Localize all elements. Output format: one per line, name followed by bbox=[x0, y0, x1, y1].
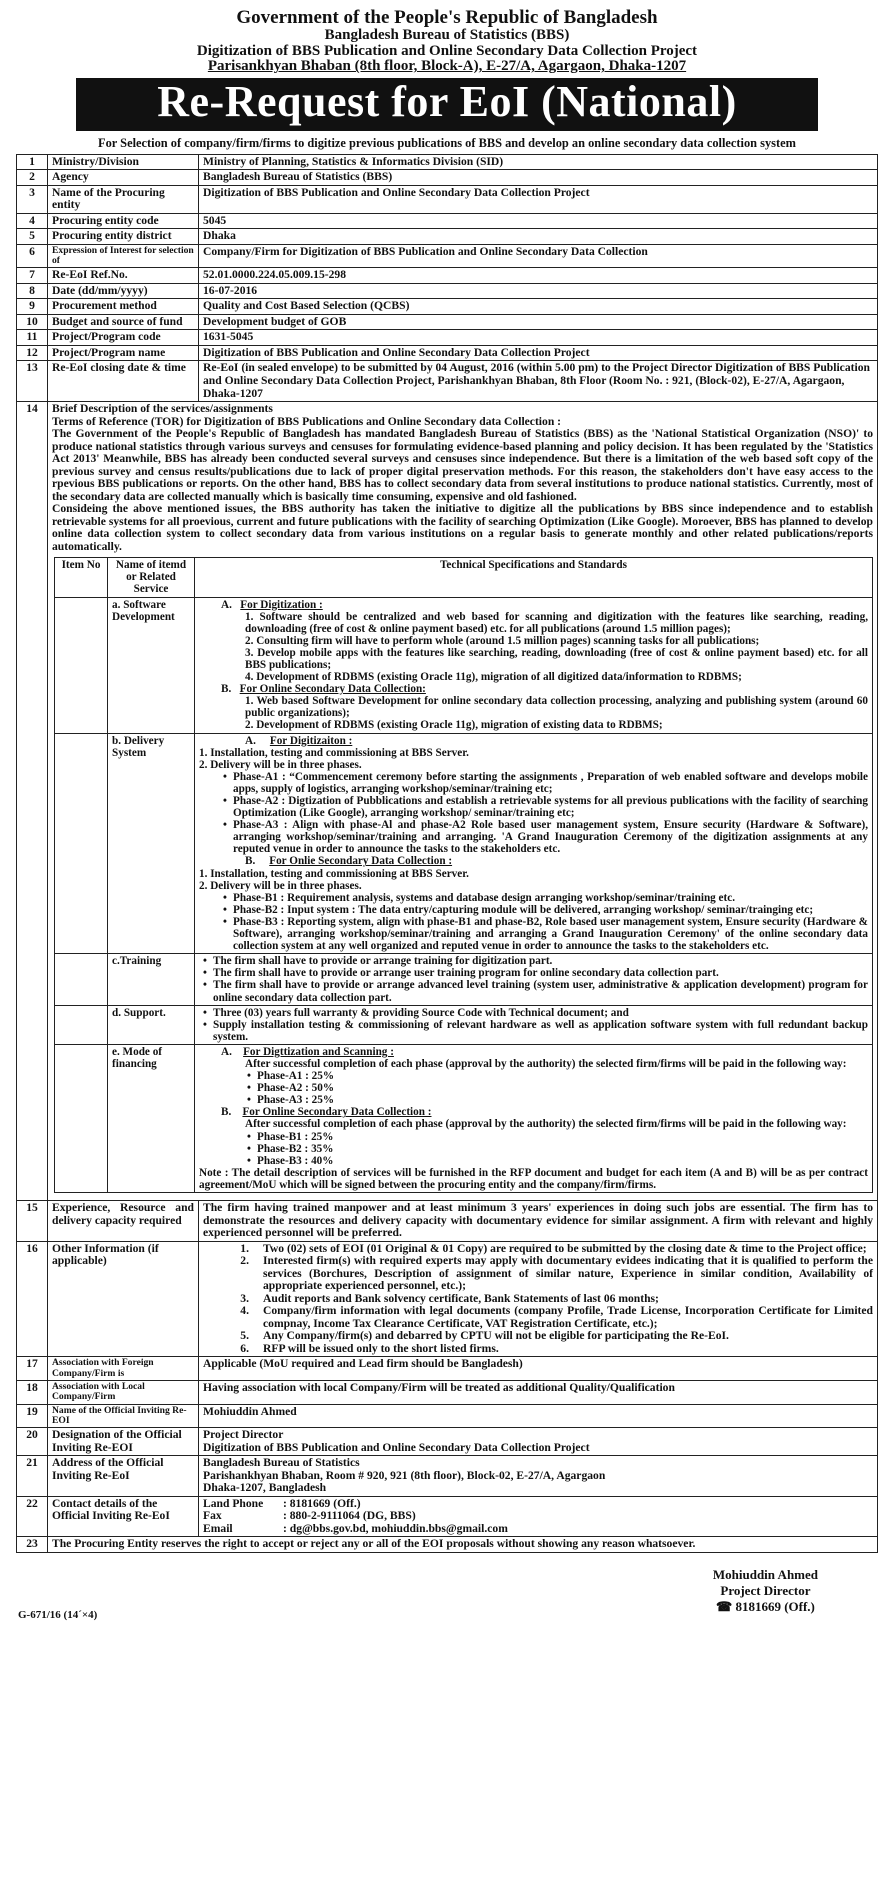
table-row-21: 21 Address of the Official Inviting Re-EoI Bangladesh Bureau of Statistics Parishankhyan Bhaban, Room # 920, 921 (8th floor), Block-02, E-27/A, Agargaon Dhaka-1207, Bangladesh bbox=[17, 1456, 878, 1497]
table-row-15: 15 Experience, Resource and delivery capacity required The firm having trained manpower and at least minimum 3 years' experiences in doing such jobs are essential. The firm has to demonstrate the resources and delivery capacity with documentary evidence for similar assignment. A firm with relevant and highly experienced personnel will be preferred. bbox=[17, 1201, 878, 1242]
list-item: • Phase-A2 : 50% bbox=[257, 1082, 868, 1094]
row-label: Ministry/Division bbox=[48, 154, 199, 170]
delivery-a-steps bbox=[199, 747, 868, 771]
delivery-b-phases bbox=[199, 892, 868, 952]
section-title: For Digitization : bbox=[240, 598, 323, 611]
row-label: Other Information (if applicable) bbox=[48, 1241, 199, 1357]
section-title: For Onlie Secondary Data Collection : bbox=[269, 855, 453, 868]
list-item: 1. Installation, testing and commissioning at BBS Server. bbox=[199, 867, 469, 880]
section-title: For Digttization and Scanning : bbox=[243, 1045, 394, 1058]
financing-note: Note : The detail description of services will be furnished in the RFP document and budget for each item (A and B) will be as per contract agreement/MoU which will be signed between the procuring entity and the company/firm/firms. bbox=[199, 1166, 868, 1191]
section-title: For Digitizaiton : bbox=[269, 734, 353, 747]
table-row-14 bbox=[17, 402, 878, 1201]
row-label: Name of the Official Inviting Re-EOI bbox=[48, 1404, 199, 1428]
table-row-20: 20 Designation of the Official Inviting Re-EOI Project Director Digitization of BBS Publication and Online Secondary Data Collection Project bbox=[17, 1428, 878, 1456]
item-text: Interested firm(s) with required experts may apply with documentary evidees indicating that it is qualified to perform the services (Borchures, Description of assignment of similar nature, Experience in similar condition, Availability of appropriate experienced personnel, etc.); bbox=[263, 1254, 873, 1293]
row-value: The firm having trained manpower and at least minimum 3 years' experiences in doing such jobs are essential. The firm has to demonstrate the resources and delivery capacity with documentary evidence for similar assignment. A firm with relevant and highly experienced personnel will be preferred. bbox=[199, 1201, 878, 1242]
list-item: • Phase-B3 : Reporting system, align with phase-B1 and phase-B2, Role based user management system, Ensure security (Hardware & Software), arranging workshop/seminar/training and arranging a Grand Inauguration Ceremony' of the online secondary data collection system at any well organized and reputed venue in order to announce the tasks to the stakeholders etc. bbox=[233, 916, 868, 952]
delivery-a-phases bbox=[199, 771, 868, 856]
item-name: a. Software Development bbox=[108, 597, 195, 733]
list-item: 2. Delivery will be in three phases. bbox=[199, 758, 362, 771]
row-number: 8 bbox=[17, 283, 48, 299]
table-row bbox=[17, 244, 878, 268]
row-value: Digitization of BBS Publication and Online Secondary Data Collection Project bbox=[199, 345, 878, 361]
contact-label: Fax bbox=[203, 1509, 222, 1523]
list-item bbox=[203, 1305, 873, 1330]
telephone-icon: ☎ bbox=[715, 1599, 733, 1615]
payment-a-list bbox=[199, 1070, 868, 1106]
row-number: 10 bbox=[17, 314, 48, 330]
payment-b-list bbox=[199, 1131, 868, 1167]
row-number: 6 bbox=[17, 244, 48, 268]
contact-row bbox=[203, 1523, 512, 1536]
tor-title: Terms of Reference (TOR) for Digitization of BBS Publications and Online Secondary data Collection : bbox=[52, 414, 562, 428]
table-row bbox=[17, 1404, 878, 1428]
signatory-title: Project Director bbox=[720, 1583, 811, 1599]
eoi-table bbox=[16, 154, 878, 1553]
subtitle: For Selection of company/firm/firms to digitize previous publications of BBS and develop an online secondary data collection system bbox=[98, 135, 796, 150]
list-item bbox=[203, 1255, 873, 1293]
software-a-list bbox=[199, 611, 868, 684]
payment-text: After successful completion of each phase (approval by the authority) the selected firm/firms will be paid in the following way: bbox=[245, 1118, 847, 1131]
tor-para1: The Government of the People's Republic of Bangladesh has mandated Bangladesh Bureau of Statistics (BBS) as the 'National Statistical Organization (NSO)' to produce national statistics through various surveys and censuses for formulating evidence-based planning and policy decision. It has been regulated by the 'Statistics Act 2013' Meanwhile, BBS has already been conducted several surveys and censuses since independence. But there is a limitation of the web based soft copy of the previous survey and census results/publications due to lack of proper digital preservation methods. For this reason, the stakeholders don't have easy access to the rpevious BBS publications or reports. On the other hand, BBS has to collect secondary data from several institutions to produce national statistics. Currently, most of the secondary data are collected manually which is basically time consuming, expensive and old fashioned. bbox=[52, 427, 873, 503]
footer bbox=[16, 1553, 878, 1623]
table-row bbox=[17, 229, 878, 245]
row-value: Having association with local Company/Firm will be treated as additional Quality/Qualification bbox=[199, 1380, 878, 1404]
contact-value: : 880-2-9111064 (DG, BBS) bbox=[283, 1509, 416, 1523]
row-number: 13 bbox=[17, 361, 48, 402]
item-name: e. Mode of financing bbox=[108, 1044, 195, 1192]
row-value: Digitization of BBS Publication and Online Secondary Data Collection Project bbox=[199, 185, 878, 213]
list-item: • Phase-A3 : Align with phase-Al and phase-A2 Role based user management system, Ensure security (Hardware & Software), arranging workshop/seminar/training and arranging. 'A Grand Inauguration Ceremony of the digitization assignments at any reputed venue in order to announce the tasks to the stakeholders etc. bbox=[233, 819, 868, 855]
row-value: Dhaka bbox=[199, 229, 878, 245]
banner-title: Re-Request for EoI (National) bbox=[76, 78, 818, 130]
list-item: 2. Development of RDBMS (existing Oracle 11g), migration of existing data to RDBMS; bbox=[245, 719, 663, 732]
table-row-23: 23 The Procuring Entity reserves the right to accept or reject any or all of the EOI proposals without showing any reason whatsoever. bbox=[17, 1537, 878, 1553]
row-value: The Procuring Entity reserves the right to accept or reject any or all of the EOI proposals without showing any reason whatsoever. bbox=[48, 1537, 878, 1553]
spec-row-financing: e. Mode of financing A. For Digttization and Scanning : After successful completion of each phase (approval by the authority) the selected firm/firms will be paid in the following way: • Phase-A1 : 25% • Phase-A2 : 50% • Phase-A3 : 25% B. For Online Secondary Data Collection : After successful completion of each phase (approval by the authority) the selected firm/firms will be paid in the following way: • Phase-B1 : 25% • Phase-B2 : 35% • Phase-B3 : 40% Note : The detail description of services will be furnished in the RFP document and budget for each item (A and B) will be as per contract agreement/MoU which will be signed between the procuring entity and the company/firm/firms. bbox=[55, 1044, 873, 1192]
list-item: 4. Development of RDBMS (existing Oracle 11g), migration of all digitized data/information to RDBMS; bbox=[245, 671, 742, 684]
list-item: • The firm shall have to provide or arrange advanced level training (system user, administrative & application development) program for online secondary data collection part. bbox=[213, 979, 868, 1003]
table-row bbox=[17, 283, 878, 299]
row-value: 5045 bbox=[199, 213, 878, 229]
header-line4: Parisankhyan Bhaban (8th floor, Block-A), E-27/A, Agargaon, Dhaka-1207 bbox=[207, 58, 687, 75]
software-b-list bbox=[199, 695, 868, 731]
col-name: Name of itemd or Related Service bbox=[108, 558, 195, 597]
list-item: • Phase-B2 : Input system : The data entry/capturing module will be delivered, arranging workshop/ seminar/trainging etc; bbox=[233, 904, 868, 916]
row-label: Agency bbox=[48, 170, 199, 186]
row-label: Association with Local Company/Firm bbox=[48, 1380, 199, 1404]
row-label: Budget and source of fund bbox=[48, 314, 199, 330]
row-number: 2 bbox=[17, 170, 48, 186]
row-value: Ministry of Planning, Statistics & Informatics Division (SID) bbox=[199, 154, 878, 170]
other-info-list bbox=[199, 1241, 878, 1357]
row-label: Date (dd/mm/yyyy) bbox=[48, 283, 199, 299]
row-value: 16-07-2016 bbox=[199, 283, 878, 299]
signature-block bbox=[713, 1567, 818, 1616]
row-label: Address of the Official Inviting Re-EoI bbox=[48, 1456, 199, 1497]
spec-row-training bbox=[55, 954, 873, 1005]
item-number: 6. bbox=[240, 1341, 249, 1355]
row-label: Designation of the Official Inviting Re-EOI bbox=[48, 1428, 199, 1456]
list-item: 3. Develop mobile apps with the features like searching, reading, downloading (free of cost & online payment based) etc. for all BBS publications; bbox=[245, 646, 868, 671]
col-spec: Technical Specifications and Standards bbox=[195, 558, 873, 597]
row-value: Company/Firm for Digitization of BBS Publication and Online Secondary Data Collection bbox=[199, 244, 878, 268]
training-list bbox=[199, 955, 868, 1003]
spec-row-support bbox=[55, 1005, 873, 1044]
row-number: 18 bbox=[17, 1380, 48, 1404]
table-row bbox=[17, 1380, 878, 1404]
row-label: Project/Program code bbox=[48, 330, 199, 346]
list-item: 1. Web based Software Development for online secondary data collection processing, analyzing and publishing system (around 60 public organizations); bbox=[245, 695, 868, 720]
list-item: • The firm shall have to provide or arrange training for digitization part. bbox=[213, 955, 868, 967]
row-label: Name of the Procuring entity bbox=[48, 185, 199, 213]
row-number: 14 bbox=[17, 402, 48, 1201]
contact-value: : dg@bbs.gov.bd, mohiuddin.bbs@gmail.com bbox=[283, 1521, 508, 1535]
row-number: 9 bbox=[17, 299, 48, 315]
section-title: For Online Secondary Data Collection: bbox=[239, 683, 426, 696]
row-value: Quality and Cost Based Selection (QCBS) bbox=[199, 299, 878, 315]
item-name: c.Training bbox=[108, 954, 195, 1005]
list-item: • Phase-A1 : “Commencement ceremony before starting the assignments , Preparation of web enabled software and develops mobile apps, supply of logistics, arranging workshop/seminar/training etc; bbox=[233, 771, 868, 795]
table-row bbox=[17, 314, 878, 330]
table-row bbox=[17, 154, 878, 170]
row-label: Experience, Resource and delivery capacity required bbox=[48, 1201, 199, 1242]
services-heading: Brief Description of the services/assignments bbox=[52, 402, 273, 416]
list-item: • Phase-B1 : Requirement analysis, systems and database design arranging workshop/seminar/training etc. bbox=[233, 892, 868, 904]
contact-list bbox=[203, 1498, 512, 1536]
delivery-b-steps bbox=[199, 868, 868, 892]
contact-label: Email bbox=[203, 1521, 233, 1535]
tor-para2: Consideing the above mentioned issues, the BBS authority has taken the initiative to digitize all the publications by BBS since independence and to establish retrievable systems for all proevious, current and future publications with the facility of searching Optimization (Like Google). Moroever, BBS has planned to develop online data collection system to collect secondary data from various institutions on a regular basis to generate monthly and other related publications/reports automatically. bbox=[52, 502, 873, 553]
row-value: 52.01.0000.224.05.009.15-298 bbox=[199, 268, 878, 284]
row-label: Re-EoI Ref.No. bbox=[48, 268, 199, 284]
item-text: Two (02) sets of EOI (01 Original & 01 Copy) are required to be submitted by the closing date & time to the Project office; bbox=[263, 1241, 867, 1255]
table-row bbox=[17, 299, 878, 315]
row-value: Mohiuddin Ahmed bbox=[199, 1404, 878, 1428]
list-item: • Phase-A3 : 25% bbox=[257, 1094, 868, 1106]
row-label: Association with Foreign Company/Firm is bbox=[48, 1357, 199, 1381]
item-number: 2. bbox=[240, 1254, 249, 1268]
list-item: • Phase-A2 : Digtization of Pubblications and establish a retrievable systems for all previous publications with the facility of searching Optimization (Like Google), arranging workshop/ seminar/training etc; bbox=[233, 795, 868, 819]
row-number: 12 bbox=[17, 345, 48, 361]
row-number: 19 bbox=[17, 1404, 48, 1428]
table-row bbox=[17, 1357, 878, 1381]
section-title: For Online Secondary Data Collection : bbox=[242, 1106, 432, 1119]
table-row bbox=[17, 361, 878, 402]
list-item: • Three (03) years full warranty & providing Source Code with Technical document; and bbox=[213, 1007, 868, 1019]
row-number: 4 bbox=[17, 213, 48, 229]
row-number: 7 bbox=[17, 268, 48, 284]
row-label: Contact details of the Official Inviting Re-EoI bbox=[48, 1496, 199, 1537]
list-item: • Phase-B1 : 25% bbox=[257, 1131, 868, 1143]
ad-code: G-671/16 (14´×4) bbox=[18, 1608, 98, 1621]
list-item bbox=[203, 1343, 873, 1356]
row-label: Procuring entity code bbox=[48, 213, 199, 229]
row-value: Development budget of GOB bbox=[199, 314, 878, 330]
item-text: RFP will be issued only to the short listed firms. bbox=[263, 1341, 499, 1355]
header-line2: Bangladesh Bureau of Statistics (BBS) bbox=[324, 26, 570, 43]
list-item bbox=[203, 1330, 873, 1343]
list-item: • Phase-B3 : 40% bbox=[257, 1155, 868, 1167]
item-name: d. Support. bbox=[108, 1005, 195, 1044]
list-item: 2. Delivery will be in three phases. bbox=[199, 879, 362, 892]
row-number: 3 bbox=[17, 185, 48, 213]
item-number: 1. bbox=[240, 1241, 249, 1255]
list-item: • Phase-A1 : 25% bbox=[257, 1070, 868, 1082]
list-item: 1. Installation, testing and commissioning at BBS Server. bbox=[199, 746, 469, 759]
spec-row-delivery: b. Delivery System A. For Digitizaiton : 1. Installation, testing and commissioning at BBS Server. 2. Delivery will be in three phases. • Phase-A1 : “Commencement ceremony before starting the assignments , Preparation of web enabled software and develops mobile apps, supply of logistics, arranging workshop/seminar/training etc; • Phase-A2 : Digtization of Pubblications and establish a retrievable systems for all previous publications with the facility of searching Optimization (Like Google), arranging workshop/ seminar/training etc; • Phase-A3 : Align with phase-Al and phase-A2 Role based user management system, Ensure security (Hardware & Software), arranging workshop/seminar/training and arranging. 'A Grand Inauguration Ceremony of the digitization assignments at any reputed venue in order to announce the tasks to the stakeholders etc. B. For Onlie Secondary Data Collection : 1. Installation, testing and commissioning at BBS Server. 2. Delivery will be in three phases. • Phase-B1 : Requirement analysis, systems and database design arranging workshop/seminar/training etc. • Phase-B2 : Input system : The data entry/capturing module will be delivered, arranging workshop/ seminar/trainging etc; • Phase-B3 : Reporting system, align with phase-B1 and phase-B2, Role based user management system, Ensure security (Hardware & Software), arranging workshop/seminar/training and arranging a Grand Inauguration Ceremony' of the online secondary data collection system at any well organized and reputed venue in order to announce the tasks to the stakeholders etc. bbox=[55, 733, 873, 954]
header-line3: Digitization of BBS Publication and Online Secondary Data Collection Project bbox=[196, 42, 698, 59]
item-name: b. Delivery System bbox=[108, 733, 195, 954]
item-number: 4. bbox=[240, 1304, 249, 1318]
col-item-no: Item No bbox=[55, 558, 108, 597]
header-line1: Government of the People's Republic of Bangladesh bbox=[236, 7, 658, 28]
item-number: 3. bbox=[240, 1291, 249, 1305]
row-label: Procurement method bbox=[48, 299, 199, 315]
list-item: • The firm shall have to provide or arrange user training program for online secondary data collection part. bbox=[213, 967, 868, 979]
row-value: Applicable (MoU required and Lead firm should be Bangladesh) bbox=[199, 1357, 878, 1381]
item-text: Audit reports and Bank solvency certificate, Bank Statements of last 06 months; bbox=[263, 1291, 659, 1305]
item-text: Company/firm information with legal documents (company Profile, Trade License, Incorporation Certificate for Limited compnay, Income Tax Clearance Certificate, VAT Registration Certificate, etc.); bbox=[263, 1304, 873, 1330]
table-row bbox=[17, 213, 878, 229]
signatory-phone: 8181669 (Off.) bbox=[735, 1599, 815, 1615]
row-number: 1 bbox=[17, 154, 48, 170]
list-item: • Phase-B2 : 35% bbox=[257, 1143, 868, 1155]
list-item: 2. Consulting firm will have to perform whole (around 1.5 million pages) scanning tasks for all publications; bbox=[245, 634, 760, 647]
row-value: 1631-5045 bbox=[199, 330, 878, 346]
table-row bbox=[17, 170, 878, 186]
spec-table bbox=[54, 557, 873, 1193]
table-row bbox=[17, 330, 878, 346]
row-label: Procuring entity district bbox=[48, 229, 199, 245]
row-label: Expression of Interest for selection of bbox=[48, 244, 199, 268]
list-item: 1. Software should be centralized and web based for scanning and digitization with the features like searching, reading, downloading (free of cost & online payment based) etc. for all publications (around 1.5 million pages); bbox=[245, 610, 868, 635]
table-row bbox=[17, 185, 878, 213]
row-number: 17 bbox=[17, 1357, 48, 1381]
list-item: • Supply installation testing & commissioning of relevant hardware as well as application software system with full redundant backup system. bbox=[213, 1019, 868, 1043]
row-label: Re-EoI closing date & time bbox=[48, 361, 199, 402]
row-value: Re-EoI (in sealed envelope) to be submitted by 04 August, 2016 (within 5.00 pm) to the Project Director Digitization of BBS Publication and Online Secondary Data Collection Project, Parishankhyan Bhaban, 8th Floor (Room No. : 921, (Block-02), E-27/A, Agargaon, Dhaka-1207 bbox=[199, 361, 878, 402]
row-value: Bangladesh Bureau of Statistics (BBS) bbox=[199, 170, 878, 186]
contact-value: : 8181669 (Off.) bbox=[283, 1496, 361, 1510]
table-row-16: 16 Other Information (if applicable) 1. Two (02) sets of EOI (01 Original & 01 Copy) are required to be submitted by the closing date & time to the Project office; 2. Interested firm(s) with required experts may apply with documentary evidees indicating that it is qualified to perform the services (Borchures, Description of assignment of similar nature, Experience in similar condition, Availability of appropriate experienced personnel, etc.); 3. Audit reports and Bank solvency certificate, Bank Statements of last 06 months; 4. Company/firm information with legal documents (company Profile, Trade License, Incorporation Certificate for Limited compnay, Income Tax Clearance Certificate, VAT Registration Certificate, etc.); 5. Any Company/firm(s) and debarred by CPTU will not be eligible for participating the Re-EoI. 6. RFP will be issued only to the short listed firms. bbox=[17, 1241, 878, 1357]
row-number: 5 bbox=[17, 229, 48, 245]
table-row-22: 22 Contact details of the Official Inviting Re-EoI Land Phone : 8181669 (Off.) Fax : 880-2-9111064 (DG, BBS) Email : dg@bbs.gov.bd, mohiuddin.bbs@gmail.com bbox=[17, 1496, 878, 1537]
spec-row-software: a. Software Development A. For Digitization : 1. Software should be centralized and web based for scanning and digitization with the features like searching, reading, downloading (free of cost & online payment based) etc. for all publications (around 1.5 million pages); 2. Consulting firm will have to perform whole (around 1.5 million pages) scanning tasks for all publications; 3. Develop mobile apps with the features like searching, reading, downloading (free of cost & online payment based) etc. for all BBS publications; 4. Development of RDBMS (existing Oracle 11g), migration of all digitized data/information to RDBMS; B. For Online Secondary Data Collection: 1. Web based Software Development for online secondary data collection processing, analyzing and publishing system (around 60 public organizations); 2. Development of RDBMS (existing Oracle 11g), migration of existing data to RDBMS; bbox=[55, 597, 873, 733]
item-text: Any Company/firm(s) and debarred by CPTU will not be eligible for participating the Re-EoI. bbox=[263, 1329, 729, 1343]
payment-text: After successful completion of each phase (approval by the authority) the selected firm/firms will be paid in the following way: bbox=[245, 1057, 847, 1070]
item-number: 5. bbox=[240, 1329, 249, 1343]
contact-label: Land Phone bbox=[203, 1496, 264, 1510]
row-number: 11 bbox=[17, 330, 48, 346]
signatory-name: Mohiuddin Ahmed bbox=[712, 1566, 818, 1582]
support-list bbox=[199, 1007, 868, 1043]
row-label: Project/Program name bbox=[48, 345, 199, 361]
table-row bbox=[17, 345, 878, 361]
table-row bbox=[17, 268, 878, 284]
